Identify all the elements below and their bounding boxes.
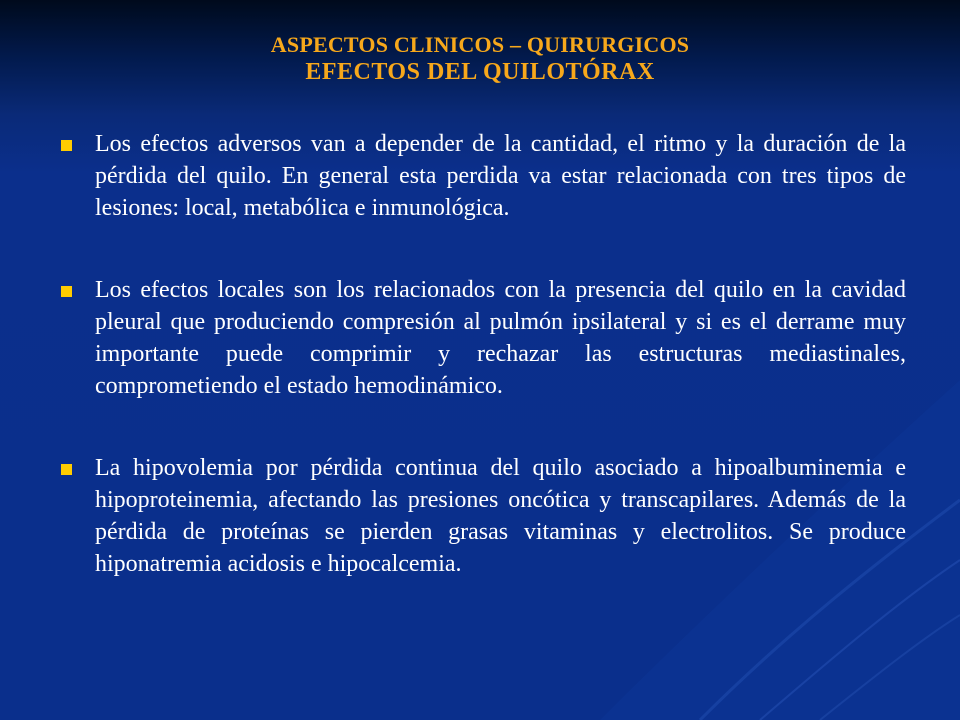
square-bullet-icon [61, 286, 72, 297]
bullet-text: La hipovolemia por pérdida continua del quilo asociado a hipoalbuminemia e hipoproteinemia, afectando las presiones oncótica y transcapilares. Además de la pérdida de proteínas se pierden grasas vitaminas y electrolitos. Se produce hiponatremia acidosis e hipocalcemia. [95, 455, 906, 577]
bullet-list [60, 128, 906, 630]
title-line-1: ASPECTOS CLINICOS – QUIRURGICOS [270, 32, 690, 57]
bullet-text: Los efectos adversos van a depender de la cantidad, el ritmo y la duración de la pérdida del quilo. En general esta perdida va estar relacionada con tres tipos de lesiones: local, metabólica e inmunológica. [95, 131, 906, 221]
bullet-item [60, 452, 906, 580]
square-bullet-icon [61, 464, 72, 475]
bullet-text: Los efectos locales son los relacionados con la presencia del quilo en la cavidad pleural que produciendo compresión al pulmón ipsilateral y si es el derrame muy importante puede comprimir y rechazar las estructuras mediastinales, comprometiendo el estado hemodinámico. [95, 277, 906, 399]
bullet-item [60, 128, 906, 224]
bullet-item [60, 274, 906, 402]
title-line-2: EFECTOS DEL QUILOTÓRAX [305, 59, 655, 85]
slide-title [0, 32, 960, 86]
square-bullet-icon [61, 140, 72, 151]
